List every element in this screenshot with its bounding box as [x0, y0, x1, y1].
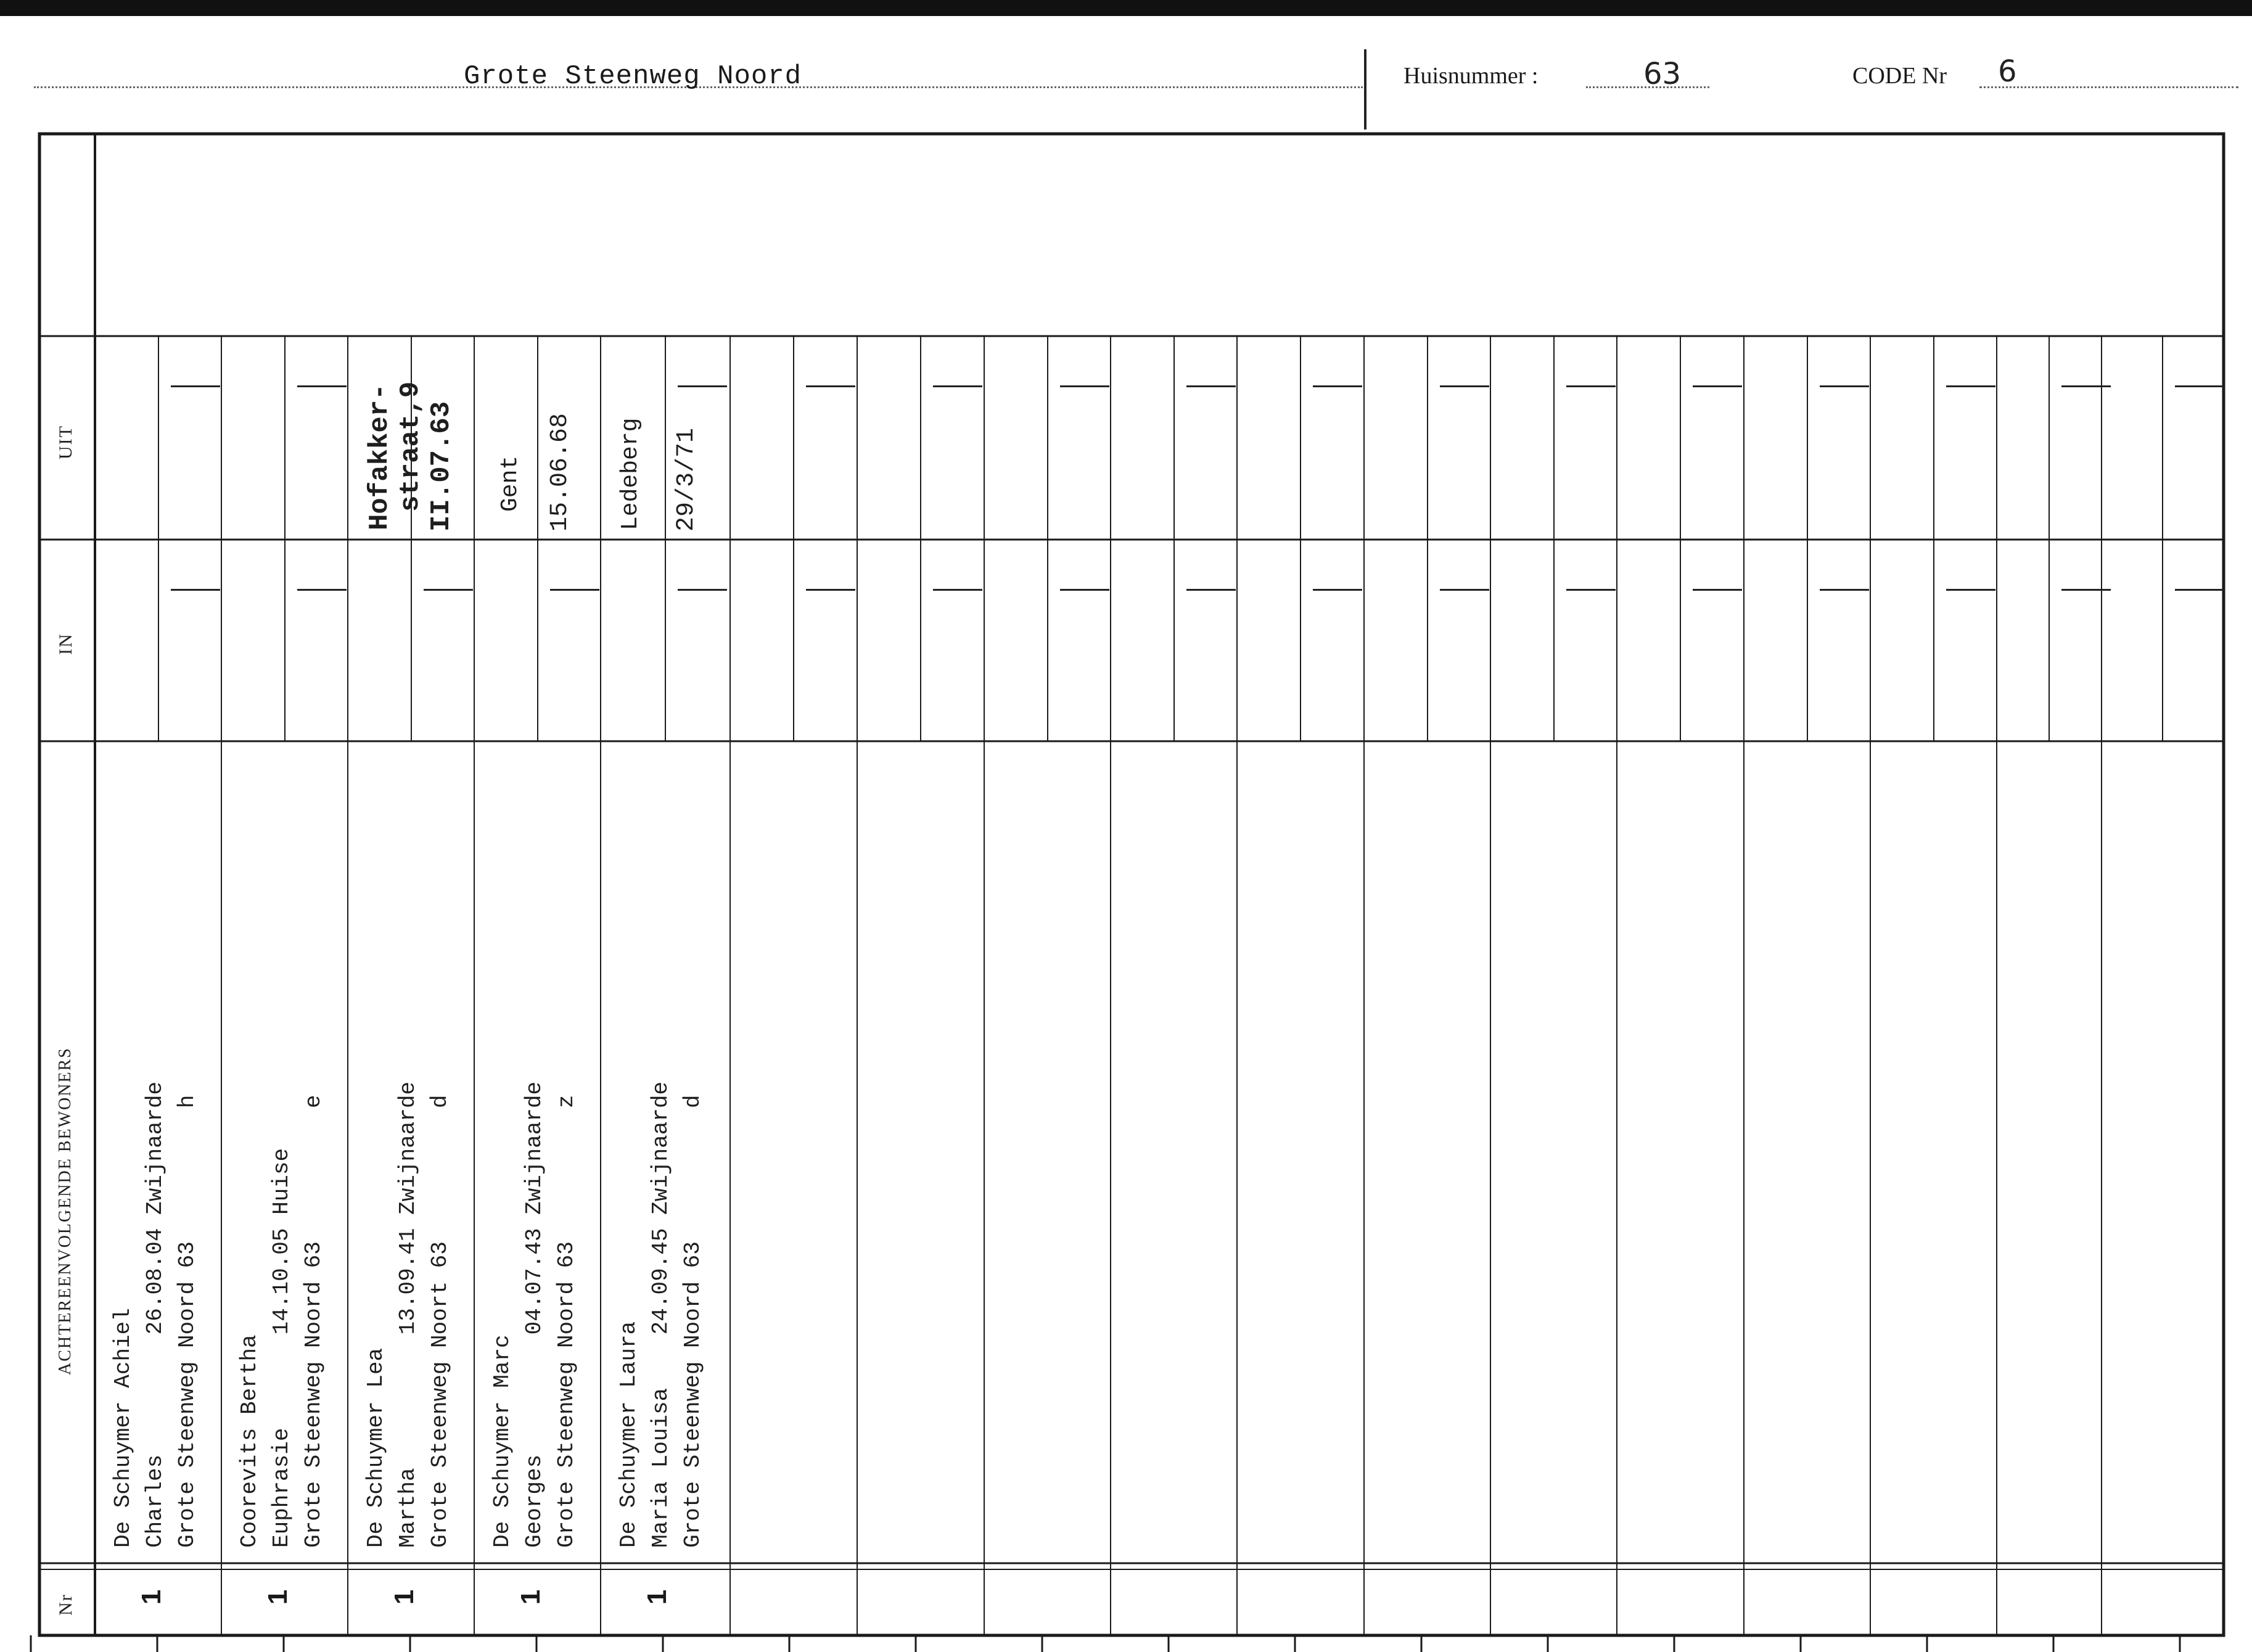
empty-dash — [1820, 385, 1869, 387]
resident-nr: 1 — [263, 1589, 294, 1605]
empty-dash — [2175, 589, 2224, 591]
resident-entry — [487, 1082, 583, 1548]
empty-dash — [1566, 385, 1616, 387]
empty-dash — [1820, 589, 1869, 591]
resident-nr: 1 — [136, 1589, 167, 1605]
empty-dash — [933, 385, 982, 387]
empty-dash — [1946, 589, 1995, 591]
resident-line2: Martha 13.09.41 Zwijnaarde — [395, 1081, 421, 1548]
empty-dash — [1946, 385, 1995, 387]
resident-nr: 1 — [642, 1589, 673, 1605]
resident-line1: De Schuymer Achiel — [110, 1308, 136, 1548]
empty-dash — [1186, 385, 1236, 387]
empty-dash — [806, 589, 855, 591]
resident-line1: De Schuymer Lea — [363, 1347, 388, 1548]
code-label: CODE Nr — [1852, 63, 1947, 89]
resident-line2: Euphrasie 14.10.05 Huise — [269, 1148, 294, 1548]
empty-dash — [1566, 589, 1616, 591]
code-number-value: 6 — [1998, 54, 2017, 89]
empty-dash — [1313, 589, 1362, 591]
row-label-nr: Nr — [55, 1593, 76, 1616]
empty-dash — [1693, 589, 1742, 591]
uit-place: Hofakker- — [364, 384, 395, 530]
resident-nr: 1 — [389, 1589, 420, 1605]
resident-line1: De Schuymer Laura — [616, 1321, 641, 1548]
empty-dash — [678, 589, 727, 591]
empty-dash — [933, 589, 982, 591]
empty-dash — [1693, 385, 1742, 387]
uit-date: II.07.63 — [426, 401, 457, 532]
uit-date: 29/3/71 — [673, 427, 701, 532]
empty-dash — [297, 589, 347, 591]
resident-entry — [613, 1082, 709, 1548]
street-name: Grote Steenweg Noord — [464, 61, 802, 92]
empty-dash — [1440, 385, 1489, 387]
row-label-in: IN — [55, 633, 76, 655]
resident-line3: Grote Steenweg Noord 63 d — [680, 1095, 705, 1548]
resident-line3: Grote Steenweg Noord 63 e — [301, 1095, 326, 1548]
empty-dash — [678, 385, 727, 387]
resident-line3: Grote Steenweg Noort 63 d — [427, 1095, 453, 1548]
empty-dash — [424, 589, 473, 591]
house-number-label: Huisnummer : — [1403, 63, 1539, 89]
house-number-value: 63 — [1643, 57, 1682, 91]
empty-dash — [171, 589, 220, 591]
empty-dash — [297, 385, 347, 387]
resident-entry — [360, 1082, 456, 1548]
resident-line3: Grote Steenweg Noord 63 h — [175, 1095, 200, 1548]
resident-entry — [234, 1095, 330, 1548]
empty-dash — [2061, 589, 2111, 591]
resident-line2: Charles 26.08.04 Zwijnaarde — [142, 1081, 168, 1548]
empty-dash — [1060, 589, 1109, 591]
resident-line2: Georges 04.07.43 Zwijnaarde — [522, 1081, 547, 1548]
empty-dash — [2061, 385, 2111, 387]
row-label-uit: UIT — [55, 425, 76, 459]
uit-place: Gent — [497, 455, 524, 512]
resident-entry — [107, 1082, 203, 1548]
empty-dash — [1186, 589, 1236, 591]
empty-dash — [1060, 385, 1109, 387]
empty-dash — [1313, 385, 1362, 387]
resident-line1: De Schuymer Marc — [490, 1334, 515, 1548]
empty-dash — [550, 589, 599, 591]
row-label-residents: ACHTEREENVOLGENDE BEWONERS — [55, 1047, 75, 1375]
empty-dash — [806, 385, 855, 387]
empty-dash — [171, 385, 220, 387]
uit-place: Ledeberg — [617, 417, 644, 530]
resident-line2: Maria Louisa 24.09.45 Zwijnaarde — [648, 1081, 673, 1548]
uit-date: 15.06.68 — [546, 413, 574, 532]
empty-dash — [1440, 589, 1489, 591]
resident-nr: 1 — [516, 1589, 546, 1605]
resident-line1: Coorevits Bertha — [237, 1334, 262, 1548]
empty-dash — [2175, 385, 2224, 387]
uit-place-line2: straat,9 — [395, 381, 426, 512]
resident-line3: Grote Steenweg Noord 63 z — [554, 1095, 579, 1548]
